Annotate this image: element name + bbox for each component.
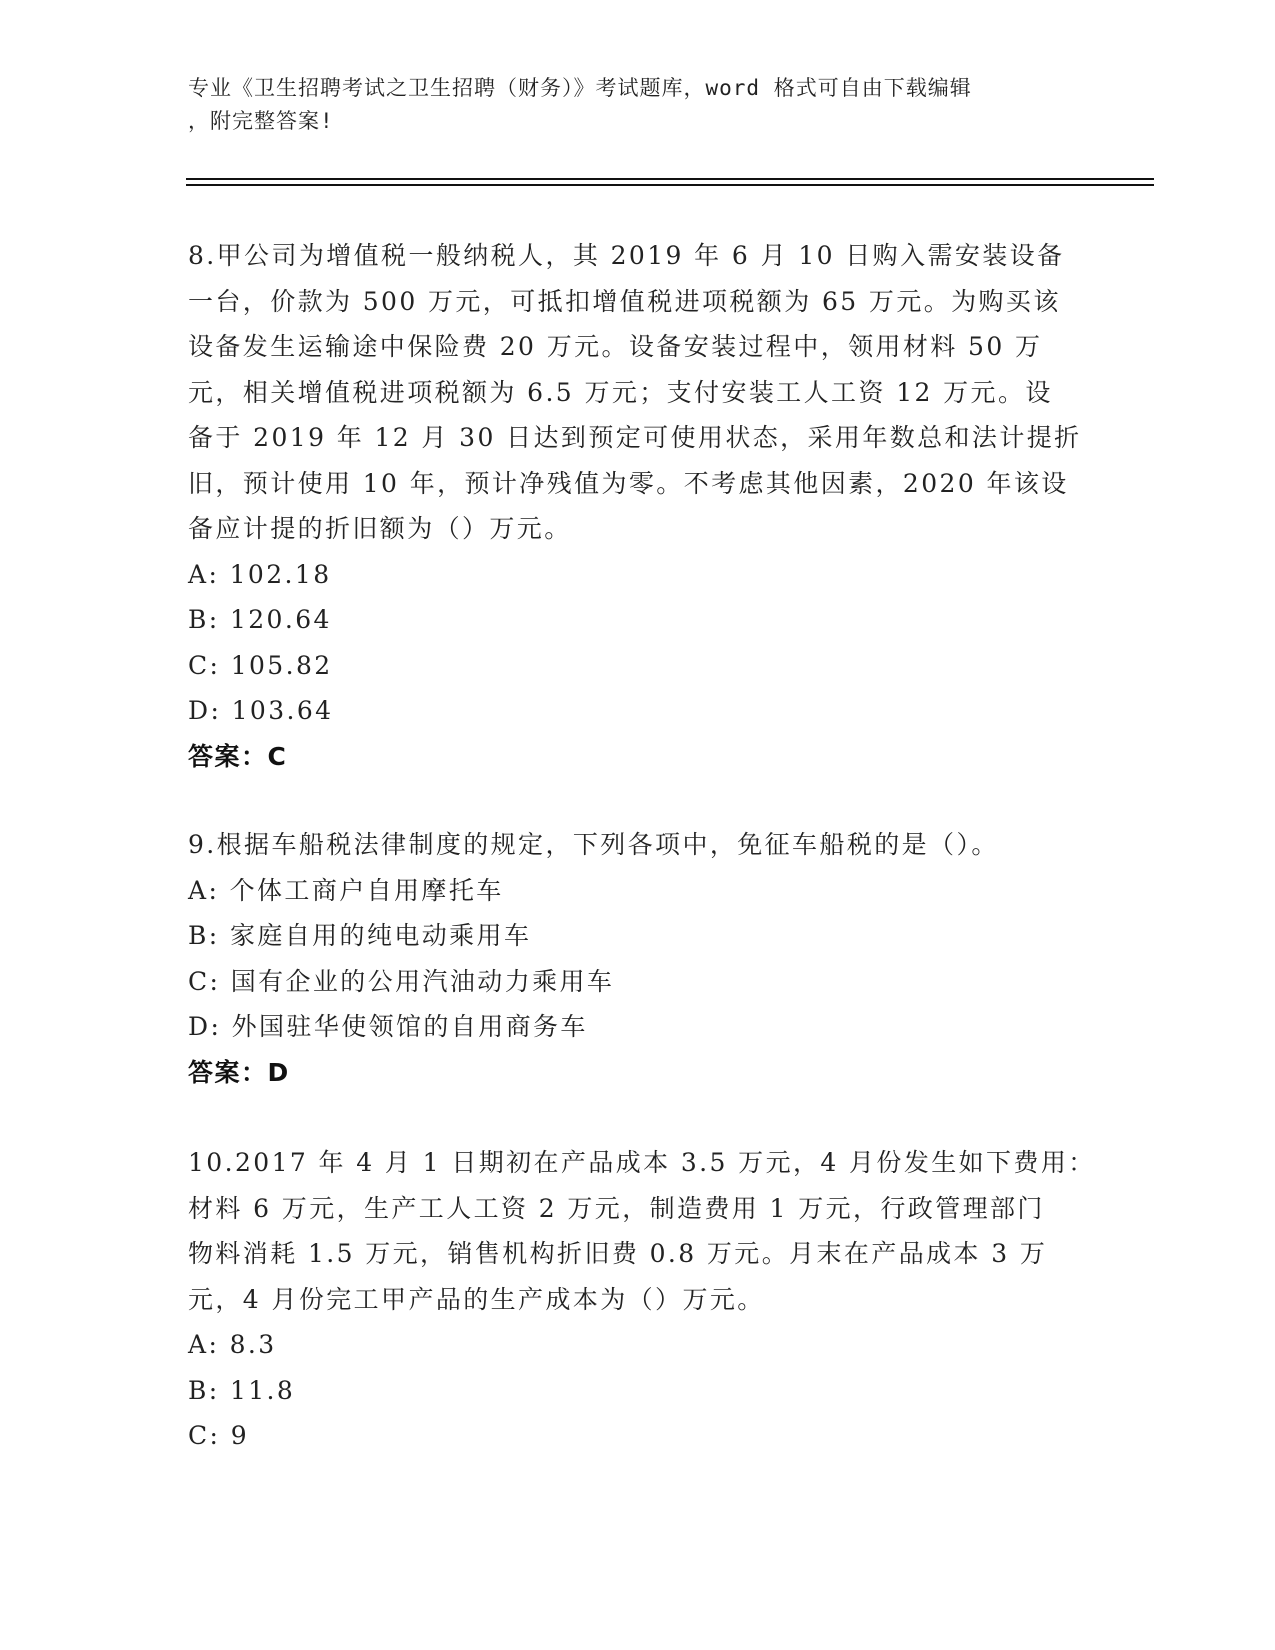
question-text-line: 材料 6 万元，生产工人工资 2 万元，制造费用 1 万元，行政管理部门 <box>188 1193 1045 1223</box>
question-stem <box>188 822 1088 868</box>
question-text-line: 元，相关增值税进项税额为 6.5 万元；支付安装工人工资 12 万元。设 <box>188 377 1053 407</box>
option-a: A: 8.3 <box>188 1330 277 1359</box>
option-list <box>188 868 1088 1050</box>
question-text-line: 备于 2019 年 12 月 30 日达到预定可使用状态，采用年数总和法计提折 <box>188 423 1082 452</box>
option-b: B: 11.8 <box>188 1375 296 1405</box>
question-text-line: 旧，预计使用 10 年，预计净残值为零。不考虑其他因素，2020 年该设 <box>188 468 1069 498</box>
question-9 <box>188 822 1088 1095</box>
option-list <box>188 552 1088 734</box>
question-text-line: 8.甲公司为增值税一般纳税人，其 2019 年 6 月 10 日购入需安装设备 <box>188 241 1065 270</box>
question-text-line: 一台，价款为 500 万元，可抵扣增值税进项税额为 65 万元。为购买该 <box>188 286 1061 316</box>
question-8 <box>188 233 1088 779</box>
question-text-line: 备应计提的折旧额为（）万元。 <box>188 514 572 543</box>
question-text-line: 设备发生运输途中保险费 20 万元。设备安装过程中，领用材料 50 万 <box>188 332 1043 361</box>
answer-key: 答案：D <box>188 1057 290 1087</box>
question-text-line: 10.2017 年 4 月 1 日期初在产品成本 3.5 万元，4 月份发生如下费用： <box>188 1148 1096 1177</box>
question-10 <box>188 1140 1096 1459</box>
option-d: D: 103.64 <box>188 696 334 725</box>
option-c: C: 105.82 <box>188 650 333 680</box>
option-d: D: 外国驻华使领馆的自用商务车 <box>188 1012 588 1041</box>
question-stem <box>188 233 1088 552</box>
option-b: B: 家庭自用的纯电动乘用车 <box>188 921 532 950</box>
option-a: A: 102.18 <box>188 559 332 589</box>
header-line-2: ，附完整答案! <box>188 109 334 133</box>
question-text-line: 物料消耗 1.5 万元，销售机构折旧费 0.8 万元。月末在产品成本 3 万 <box>188 1239 1048 1268</box>
document-header <box>188 72 1088 138</box>
option-c: C: 国有企业的公用汽油动力乘用车 <box>188 966 615 996</box>
header-line-1: 专业《卫生招聘考试之卫生招聘（财务）》考试题库，word 格式可自由下载编辑 <box>188 76 972 100</box>
option-a: A: 个体工商户自用摩托车 <box>188 875 504 905</box>
option-list <box>188 1322 1088 1459</box>
option-b: B: 120.64 <box>188 605 332 634</box>
answer-key: 答案：C <box>188 741 288 771</box>
header-divider-bottom <box>186 184 1154 186</box>
question-text-line: 元，4 月份完工甲产品的生产成本为（）万元。 <box>188 1284 765 1314</box>
question-text-line: 9.根据车船税法律制度的规定，下列各项中，免征车船税的是（）。 <box>188 830 999 859</box>
header-divider-top <box>186 178 1154 180</box>
option-c: C: 9 <box>188 1421 250 1450</box>
question-stem <box>188 1140 1096 1322</box>
